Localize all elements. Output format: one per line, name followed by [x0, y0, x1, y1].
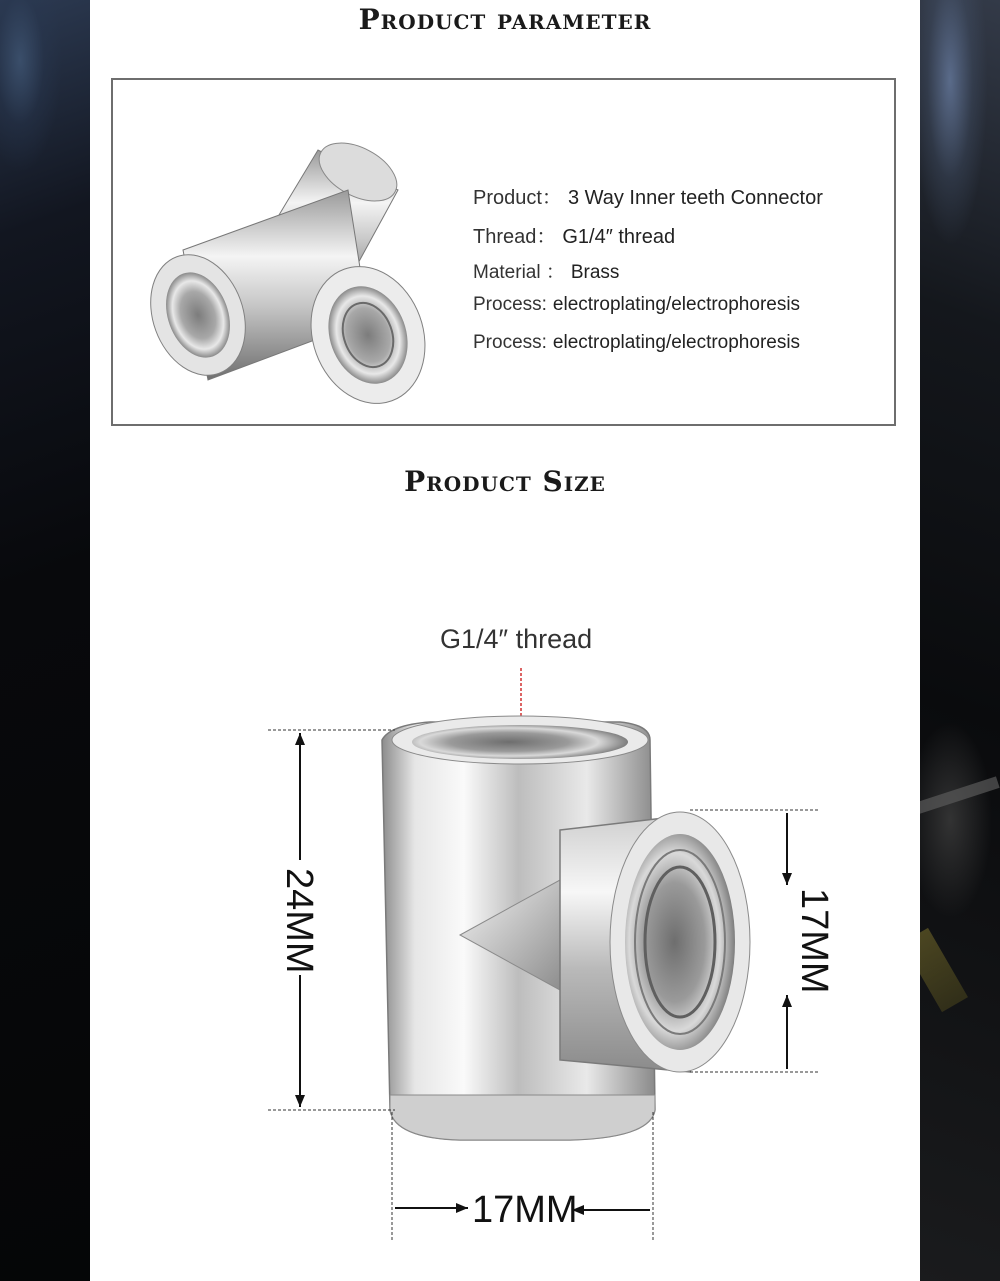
spec-label: Material ：	[473, 262, 565, 283]
spec-label: Process:	[473, 332, 547, 353]
height-dimension: 24MM	[278, 868, 320, 974]
spec-label: Process:	[473, 294, 547, 315]
product-parameter-heading: Product parameter	[358, 3, 652, 36]
spec-value: Brass	[570, 262, 620, 283]
product-size-heading: Product Size	[404, 465, 606, 498]
branch-dimension: 17MM	[793, 888, 835, 994]
spec-value: electroplating/electrophoresis	[552, 294, 801, 315]
spec-value: 3 Way Inner teeth Connector	[567, 187, 823, 209]
width-dimension: 17MM	[472, 1189, 578, 1231]
spec-label: Product：	[473, 187, 562, 209]
spec-label: Thread：	[473, 226, 557, 248]
right-background-strip	[910, 0, 1000, 1281]
content-panel	[90, 0, 920, 1281]
tee-fitting-diagram-icon	[90, 0, 920, 1281]
thread-label: G1/4″ thread	[440, 624, 593, 654]
spec-value: G1/4″ thread	[562, 226, 676, 248]
spec-value: electroplating/electrophoresis	[552, 332, 801, 353]
left-background-strip	[0, 0, 90, 1281]
